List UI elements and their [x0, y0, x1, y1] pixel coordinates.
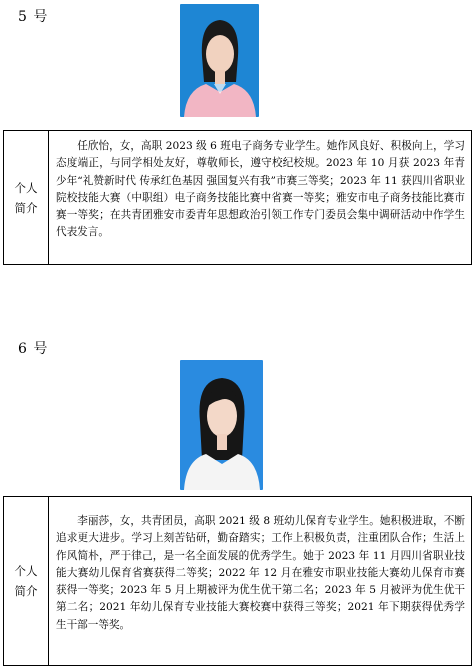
intro-label-line1: 个人	[14, 564, 38, 578]
student-photo	[180, 360, 263, 490]
intro-table	[3, 130, 472, 265]
intro-label-line2: 简介	[14, 200, 38, 215]
intro-label-line2: 简介	[14, 584, 38, 598]
intro-label-line1: 个人	[14, 180, 38, 195]
student-photo	[180, 4, 259, 117]
profile-number-label: 6 号	[18, 341, 49, 357]
intro-table	[3, 496, 472, 666]
intro-text: 李丽莎，女，共青团员，高职 2021 级 8 班幼儿保育专业学生。她积极进取，不断追求更大进步。学习上刻苦钻研，勤奋踏实；工作上积极负责，注重团队合作；生活上作风简朴，严于律己，是一名全面发展的优秀学生。她于 2023 年 11 月四川省职业技能大赛幼儿保育省赛获得二等奖；2022 年 12 月在雅安市职业技能大赛幼儿保育市赛获得一等奖；2023 年 5 月上期被评为优生优干第二名；2023 年 5 月被评为优生优干第二名；2021 年幼儿保育专业技能大赛校赛中获得三等奖；2021 年下期获得优秀学生干部一等奖。	[56, 515, 465, 631]
intro-text: 任欣怡，女，高职 2023 级 6 班电子商务专业学生。她作风良好、积极向上，学习态度端正，与同学相处友好，尊敬师长，遵守校纪校规。2023 年 10 月获 2023 年青少年“礼赞新时代 传承红色基因 强国复兴有我”市赛三等奖；2023 年 11 获四川省职业院校技能大赛（中职组）电子商务技能比赛中省赛一等奖；雅安市电子商务技能比赛市赛一等奖；在共青团雅安市委青年思想政治引领工作专门委员会集中调研活动中作学生代表发言。	[56, 140, 465, 239]
profile-number-label: 5 号	[18, 9, 49, 25]
intro-label-cell	[4, 131, 49, 264]
intro-label-cell	[4, 497, 49, 665]
